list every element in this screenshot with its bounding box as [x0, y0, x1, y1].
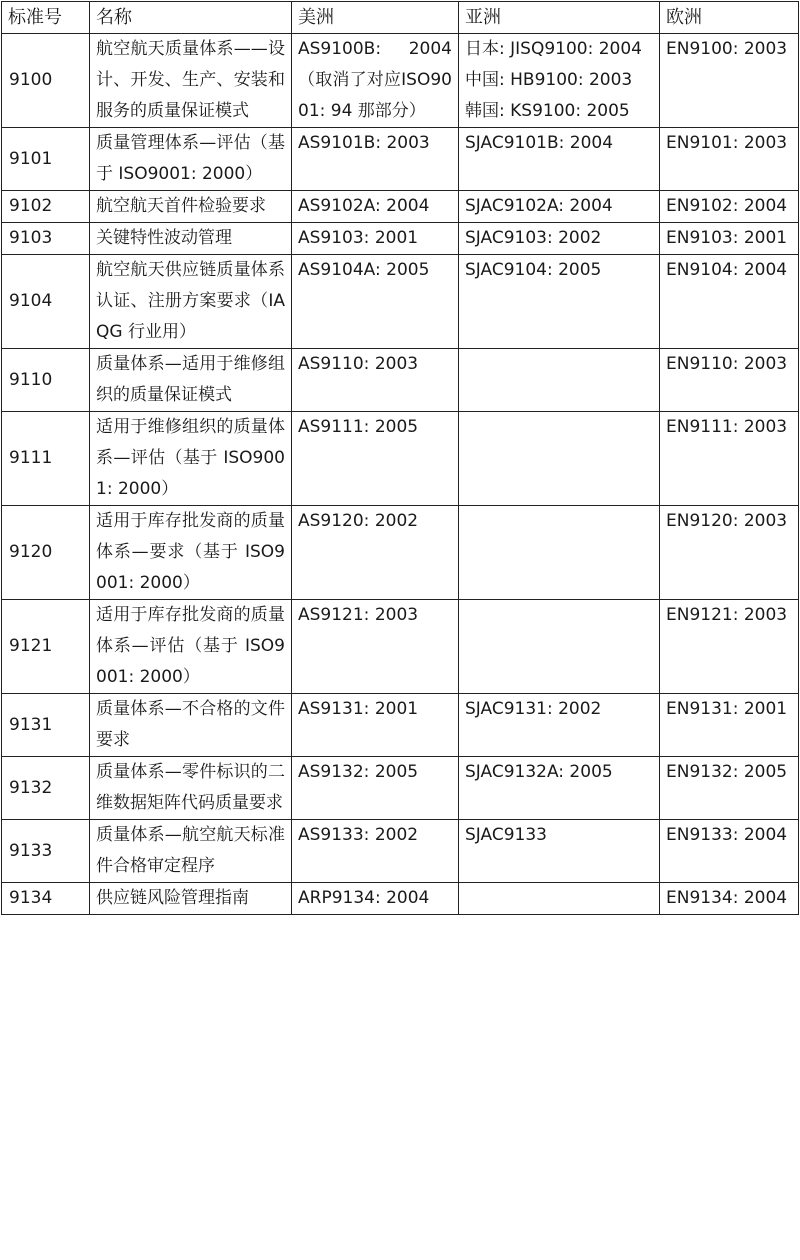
asia-standard-cell: [459, 34, 660, 128]
table-row: [2, 223, 799, 255]
europe-standard-cell: EN9131: 2001: [660, 694, 799, 757]
europe-standard-cell: EN9101: 2003: [660, 128, 799, 191]
europe-standard-cell: EN9133: 2004: [660, 820, 799, 883]
header-asia: 亚洲: [459, 2, 660, 34]
standard-name-cell: 质量体系—航空航天标准件合格审定程序: [90, 820, 292, 883]
americas-standard-cell: AS9102A: 2004: [292, 191, 459, 223]
table-row: [2, 883, 799, 915]
americas-standard-cell: AS9133: 2002: [292, 820, 459, 883]
asia-standard-cell: [459, 757, 660, 820]
table-row: [2, 820, 799, 883]
standard-name-cell: 航空航天首件检验要求: [90, 191, 292, 223]
asia-standard-cell: [459, 255, 660, 349]
table-row: [2, 191, 799, 223]
standard-name-cell: 关键特性波动管理: [90, 223, 292, 255]
standard-name-cell: 质量体系—零件标识的二维数据矩阵代码质量要求: [90, 757, 292, 820]
table-row: [2, 757, 799, 820]
americas-standard-cell: AS9101B: 2003: [292, 128, 459, 191]
table-row: [2, 255, 799, 349]
header-americas: 美洲: [292, 2, 459, 34]
standard-number-cell: 9103: [2, 223, 90, 255]
asia-standard-line: 韩国: KS9100: 2005: [465, 101, 630, 121]
asia-standard-cell: [459, 883, 660, 915]
standard-name-cell: 质量管理体系—评估（基于 ISO9001: 2000）: [90, 128, 292, 191]
americas-standard-cell: AS9103: 2001: [292, 223, 459, 255]
table-row: [2, 128, 799, 191]
europe-standard-cell: EN9104: 2004: [660, 255, 799, 349]
standard-number-cell: 9110: [2, 349, 90, 412]
standard-number-cell: 9102: [2, 191, 90, 223]
asia-standard-cell: [459, 694, 660, 757]
standard-number-cell: 9101: [2, 128, 90, 191]
asia-standard-cell: [459, 820, 660, 883]
europe-standard-cell: EN9103: 2001: [660, 223, 799, 255]
americas-standard-cell: AS9121: 2003: [292, 600, 459, 694]
table-row: [2, 600, 799, 694]
asia-standard-line: SJAC9101B: 2004: [465, 133, 614, 153]
europe-standard-cell: EN9121: 2003: [660, 600, 799, 694]
header-standard-number: 标准号: [2, 2, 90, 34]
asia-standard-cell: [459, 600, 660, 694]
standard-number-cell: 9133: [2, 820, 90, 883]
header-row: [2, 2, 799, 34]
asia-standard-cell: [459, 223, 660, 255]
asia-standard-cell: [459, 506, 660, 600]
europe-standard-cell: EN9111: 2003: [660, 412, 799, 506]
asia-standard-line: 中国: HB9100: 2003: [465, 70, 633, 90]
asia-standard-cell: [459, 349, 660, 412]
americas-standard-cell: AS9104A: 2005: [292, 255, 459, 349]
standard-number-cell: 9121: [2, 600, 90, 694]
asia-standard-line: SJAC9132A: 2005: [465, 762, 613, 782]
asia-standard-line: SJAC9133: [465, 825, 547, 845]
table-body: [2, 34, 799, 915]
americas-standard-cell: AS9120: 2002: [292, 506, 459, 600]
header-europe: 欧洲: [660, 2, 799, 34]
americas-standard-cell: ARP9134: 2004: [292, 883, 459, 915]
table-row: [2, 412, 799, 506]
asia-standard-line: 日本: JISQ9100: 2004: [465, 39, 642, 59]
table-row: [2, 694, 799, 757]
asia-standard-line: SJAC9103: 2002: [465, 228, 602, 248]
standard-number-cell: 9100: [2, 34, 90, 128]
standard-name-cell: 航空航天供应链质量体系认证、注册方案要求（IAQG 行业用）: [90, 255, 292, 349]
americas-standard-cell: AS9111: 2005: [292, 412, 459, 506]
standard-number-cell: 9104: [2, 255, 90, 349]
table-row: [2, 34, 799, 128]
standard-number-cell: 9120: [2, 506, 90, 600]
table-row: [2, 506, 799, 600]
standard-name-cell: 供应链风险管理指南: [90, 883, 292, 915]
header-name: 名称: [90, 2, 292, 34]
europe-standard-cell: EN9132: 2005: [660, 757, 799, 820]
asia-standard-cell: [459, 128, 660, 191]
standard-number-cell: 9134: [2, 883, 90, 915]
standard-name-cell: 质量体系—适用于维修组织的质量保证模式: [90, 349, 292, 412]
americas-standard-cell: AS9132: 2005: [292, 757, 459, 820]
standard-name-cell: 航空航天质量体系——设计、开发、生产、安装和服务的质量保证模式: [90, 34, 292, 128]
standard-name-cell: 适用于库存批发商的质量体系—评估（基于 ISO9001: 2000）: [90, 600, 292, 694]
americas-standard-cell: AS9131: 2001: [292, 694, 459, 757]
europe-standard-cell: EN9134: 2004: [660, 883, 799, 915]
standard-number-cell: 9131: [2, 694, 90, 757]
standard-number-cell: 9132: [2, 757, 90, 820]
asia-standard-cell: [459, 191, 660, 223]
standard-name-cell: 适用于库存批发商的质量体系—要求（基于 ISO9001: 2000）: [90, 506, 292, 600]
asia-standard-line: SJAC9131: 2002: [465, 699, 602, 719]
asia-standard-line: SJAC9102A: 2004: [465, 196, 613, 216]
standard-name-cell: 适用于维修组织的质量体系—评估（基于 ISO9001: 2000）: [90, 412, 292, 506]
europe-standard-cell: EN9100: 2003: [660, 34, 799, 128]
europe-standard-cell: EN9110: 2003: [660, 349, 799, 412]
europe-standard-cell: EN9102: 2004: [660, 191, 799, 223]
table-header: [2, 2, 799, 34]
standard-number-cell: 9111: [2, 412, 90, 506]
standard-name-cell: 质量体系—不合格的文件要求: [90, 694, 292, 757]
standards-table: [1, 1, 799, 915]
asia-standard-cell: [459, 412, 660, 506]
americas-standard-cell: AS9110: 2003: [292, 349, 459, 412]
europe-standard-cell: EN9120: 2003: [660, 506, 799, 600]
asia-standard-line: SJAC9104: 2005: [465, 260, 602, 280]
table-row: [2, 349, 799, 412]
americas-standard-cell: AS9100B: 2004（取消了对应ISO9001: 94 那部分）: [292, 34, 459, 128]
